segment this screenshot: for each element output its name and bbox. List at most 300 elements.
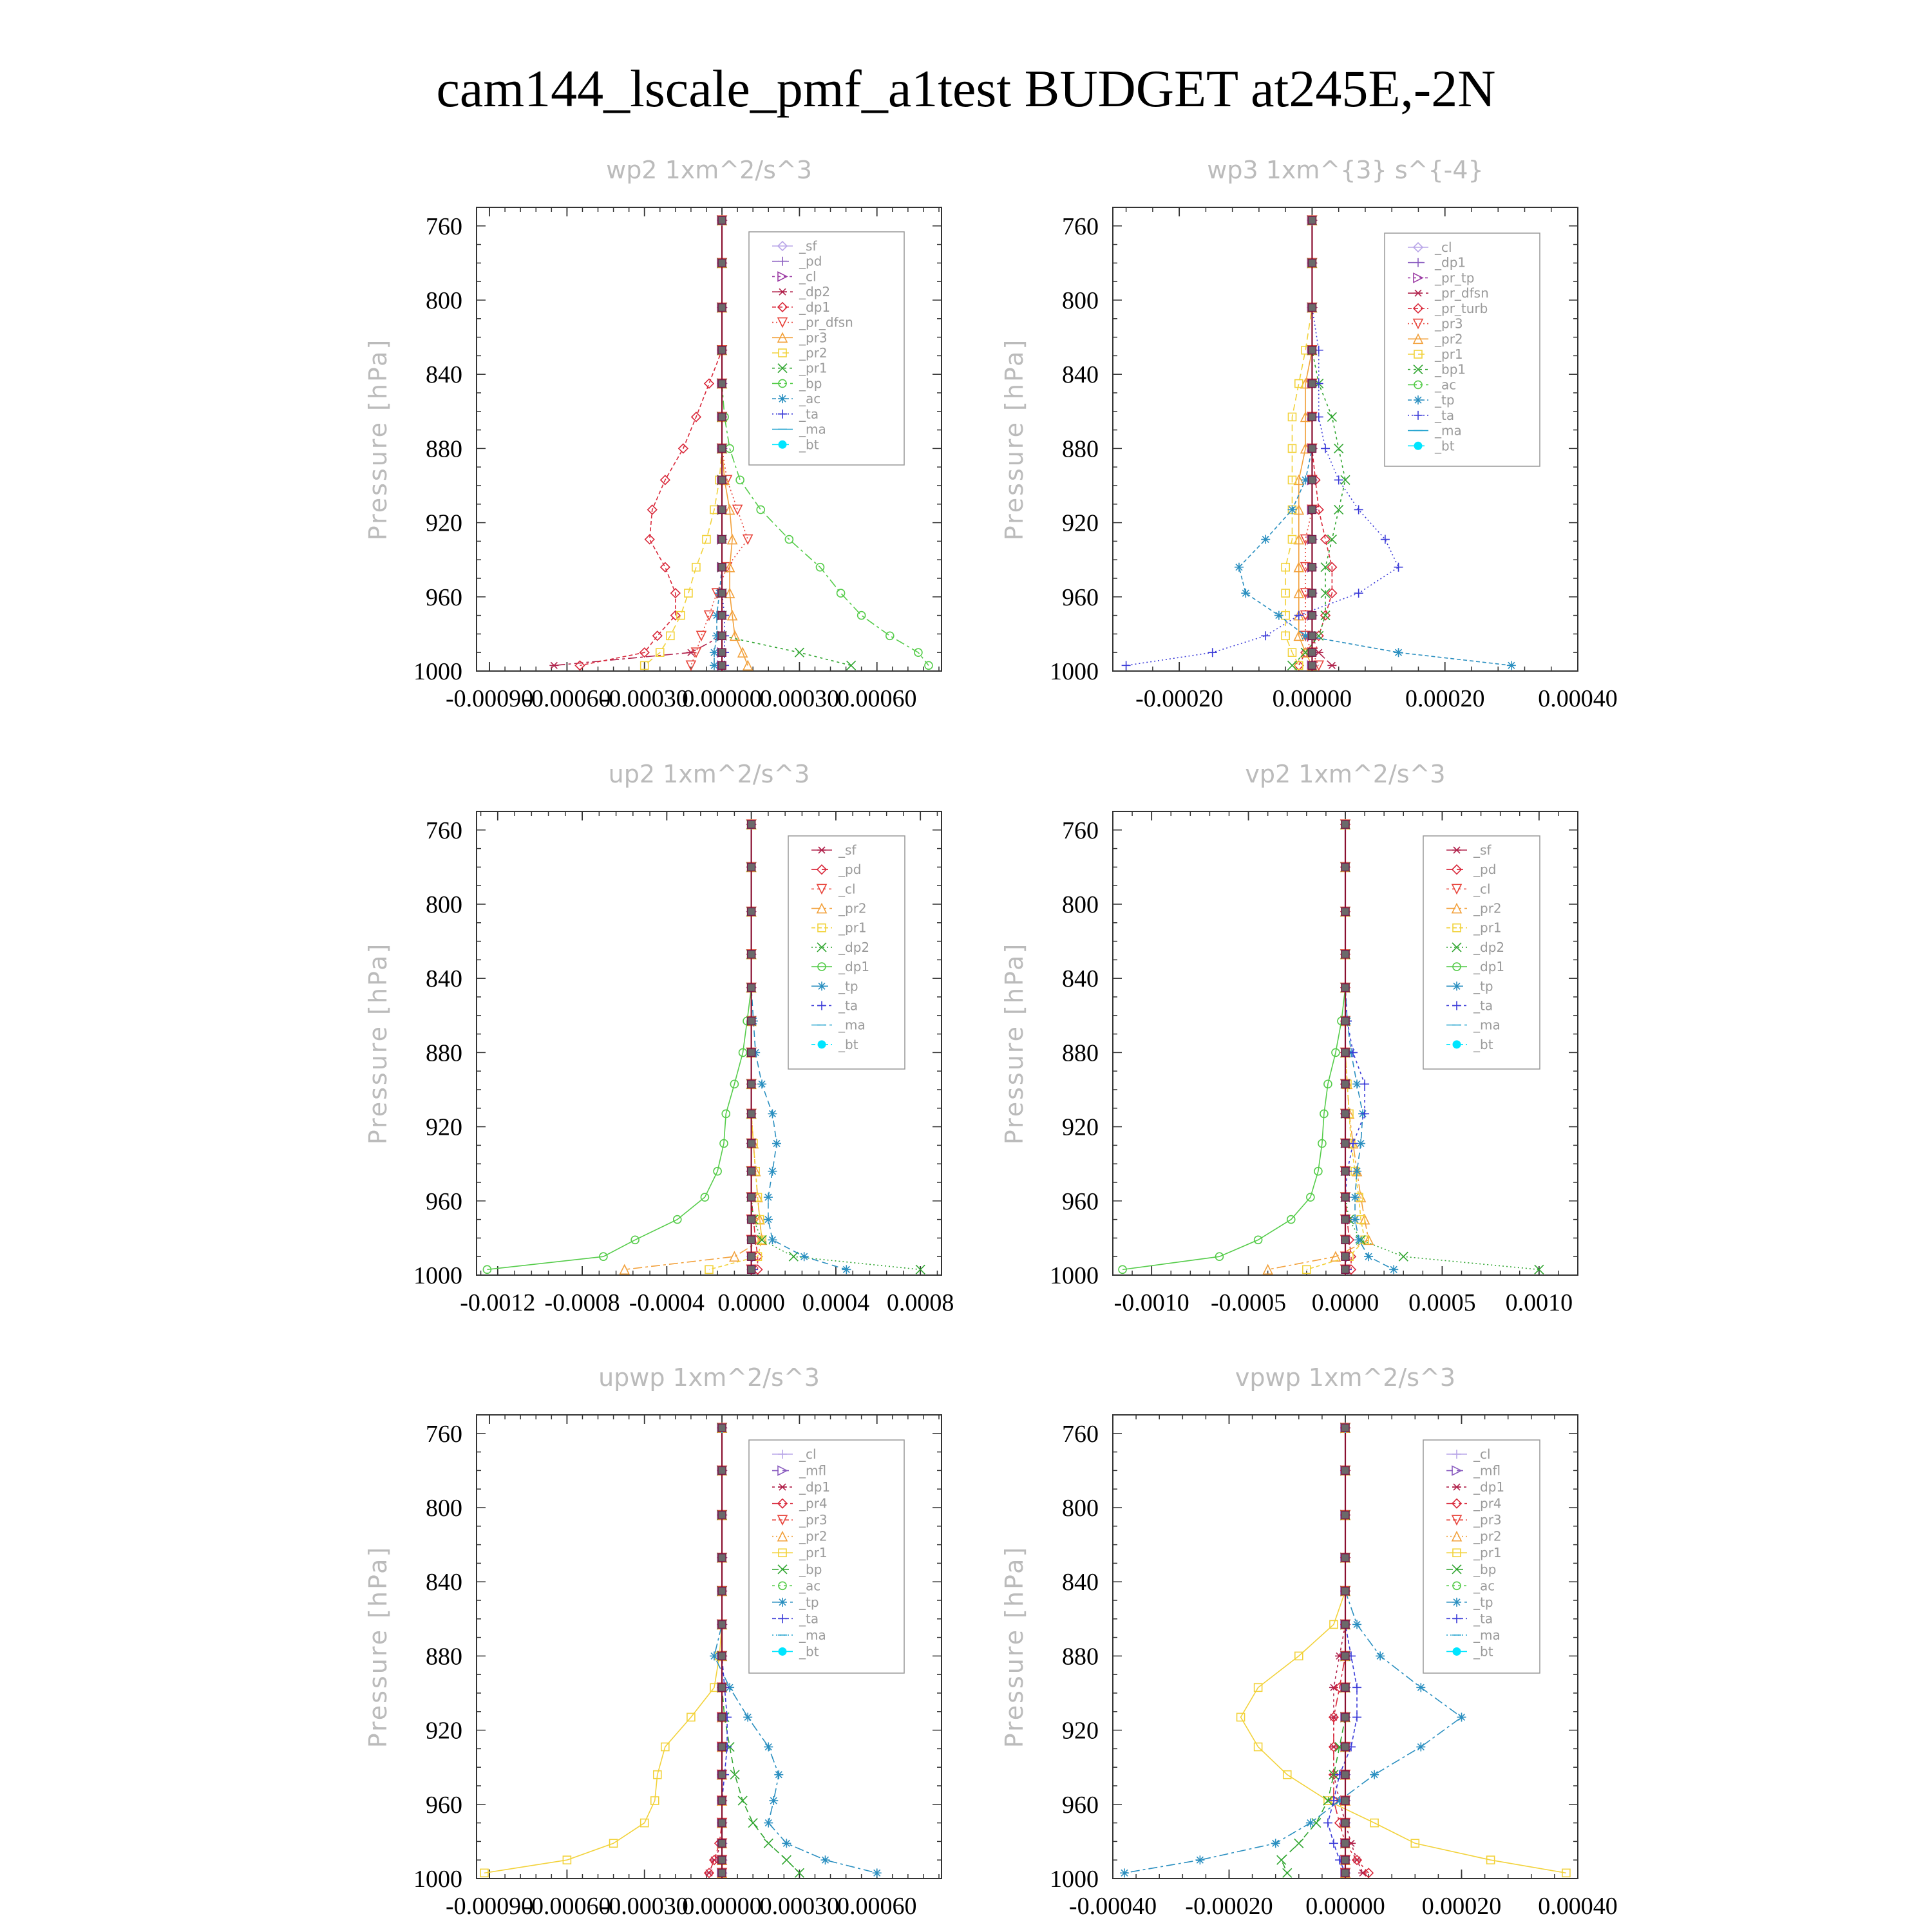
- stacked-point: [748, 1193, 755, 1201]
- stacked-point: [748, 1140, 755, 1148]
- y-tick-label: 760: [1062, 213, 1099, 240]
- legend-label: _ac: [1473, 1578, 1495, 1594]
- data-point: [1334, 444, 1343, 453]
- legend-label: _dp1: [1473, 1479, 1505, 1495]
- panel-title: wp2 1xm^2/s^3: [606, 156, 812, 184]
- data-point: [1120, 1868, 1129, 1877]
- data-point: [1321, 563, 1330, 572]
- legend-label: _dp2: [799, 284, 831, 300]
- data-point: [748, 1819, 757, 1828]
- data-point: [1354, 505, 1363, 514]
- legend-label: _pr3: [799, 1512, 828, 1528]
- stacked-point: [718, 1839, 726, 1847]
- legend-label: _dp1: [799, 1479, 831, 1495]
- series-line: [1122, 824, 1345, 1269]
- series-line: [1268, 824, 1368, 1269]
- series-dp1: [483, 820, 755, 1273]
- legend-label: _ta: [1435, 407, 1455, 423]
- legend-label: _pd: [838, 862, 862, 878]
- data-point: [743, 1712, 752, 1721]
- legend-label: _ac: [799, 391, 821, 407]
- stacked-point: [718, 216, 726, 224]
- x-tick-label: 0.00000: [682, 685, 762, 712]
- x-tick-label: 0.0008: [886, 1289, 954, 1316]
- data-point: [764, 1215, 773, 1224]
- y-tick-label: 960: [426, 1791, 462, 1819]
- series-pr1: [705, 820, 766, 1273]
- y-tick-label: 960: [426, 1188, 462, 1215]
- data-point: [768, 1167, 777, 1176]
- legend-marker: [778, 1598, 787, 1607]
- stacked-point: [1308, 259, 1316, 267]
- series-bp1: [1287, 216, 1350, 670]
- data-point: [1327, 662, 1336, 668]
- legend-marker: [1453, 1041, 1461, 1048]
- data-point: [774, 1770, 783, 1779]
- x-tick-label: 0.00040: [1538, 685, 1618, 712]
- data-point: [795, 648, 804, 657]
- data-point: [1261, 631, 1270, 640]
- data-point: [837, 589, 845, 597]
- legend-label: _ta: [1473, 1611, 1493, 1627]
- y-tick-label: 920: [1062, 1113, 1099, 1141]
- legend-label: _ma: [1473, 1017, 1501, 1033]
- legend-label: _pr_dfsn: [799, 314, 853, 330]
- stacked-point: [1341, 1839, 1349, 1847]
- legend-label: _pr1: [1473, 920, 1502, 936]
- legend-marker: [779, 1647, 786, 1655]
- stacked-point: [718, 1683, 726, 1691]
- figure-title: cam144_lscale_pmf_a1test BUDGET at245E,-2N: [436, 59, 1496, 118]
- legend-marker: [817, 981, 826, 990]
- legend-label: _pd: [799, 253, 822, 269]
- series-line: [1328, 1428, 1357, 1873]
- stacked-point: [1341, 1856, 1349, 1864]
- y-tick-label: 1000: [413, 1866, 462, 1893]
- y-axis-label: Pressure [hPa]: [1000, 1545, 1028, 1748]
- legend-label: _pr2: [1473, 1528, 1502, 1544]
- stacked-point: [748, 1048, 755, 1056]
- data-point: [1354, 589, 1363, 598]
- x-tick-label: -0.0004: [629, 1289, 705, 1316]
- legend-label: _ac: [799, 1578, 821, 1594]
- x-tick-label: 0.00060: [837, 685, 917, 712]
- data-point: [769, 1796, 778, 1805]
- y-tick-label: 1000: [1050, 1866, 1099, 1893]
- y-tick-label: 800: [426, 891, 462, 918]
- data-point: [710, 661, 719, 670]
- legend: [1423, 836, 1540, 1069]
- x-tick-label: 0.0000: [717, 1289, 785, 1316]
- series-line: [645, 220, 722, 665]
- stacked-point: [1341, 820, 1349, 828]
- data-point: [782, 1839, 791, 1848]
- stacked-point: [1308, 413, 1316, 421]
- data-point: [873, 1868, 882, 1877]
- data-point: [1271, 1839, 1280, 1848]
- legend-label: _dp2: [838, 939, 870, 955]
- series-ta: [1122, 216, 1403, 670]
- data-point: [736, 476, 744, 484]
- legend-marker: [778, 394, 787, 403]
- stacked-point: [1341, 1193, 1349, 1201]
- panel-2: [1000, 156, 1618, 712]
- stacked-point: [718, 536, 726, 544]
- data-point: [1376, 1651, 1385, 1660]
- panel-5: [364, 1363, 942, 1920]
- legend-label: _pr4: [799, 1495, 828, 1511]
- legend-label: _tp: [799, 1594, 819, 1610]
- stacked-point: [1308, 476, 1316, 484]
- stacked-point: [718, 1587, 726, 1595]
- stacked-point: [1308, 589, 1316, 597]
- x-tick-label: -0.00040: [1068, 1893, 1157, 1920]
- stacked-point: [1341, 1168, 1349, 1175]
- legend-marker: [779, 440, 786, 448]
- data-point: [743, 535, 752, 544]
- data-point: [1277, 1855, 1286, 1864]
- series-line: [1124, 1428, 1461, 1873]
- stacked-point: [1341, 1819, 1349, 1827]
- x-tick-label: -0.00030: [600, 1893, 688, 1920]
- data-point: [1235, 563, 1244, 572]
- data-point: [1323, 1819, 1332, 1828]
- stacked-point: [1341, 1424, 1349, 1432]
- data-point: [1334, 505, 1343, 514]
- data-point: [764, 1839, 773, 1848]
- data-point: [1329, 1839, 1338, 1848]
- y-tick-label: 880: [426, 435, 462, 463]
- data-point: [1321, 444, 1330, 453]
- stacked-point: [1308, 304, 1316, 312]
- legend-label: _sf: [1473, 842, 1492, 858]
- series-line: [1292, 220, 1345, 665]
- legend-label: _pr1: [1473, 1545, 1502, 1561]
- data-point: [710, 1651, 719, 1660]
- y-tick-label: 880: [426, 1039, 462, 1067]
- series-ta: [717, 216, 729, 670]
- legend-label: _pr2: [1473, 900, 1502, 916]
- y-tick-label: 920: [426, 1717, 462, 1745]
- data-point: [1352, 1079, 1361, 1088]
- series-pr2: [1264, 820, 1373, 1274]
- x-tick-label: -0.00020: [1135, 685, 1224, 712]
- stacked-point: [718, 612, 726, 620]
- series-line: [1334, 1428, 1363, 1873]
- panel-4: [1000, 760, 1578, 1316]
- legend-label: _pr3: [1435, 316, 1463, 332]
- data-point: [1416, 1743, 1425, 1752]
- y-tick-label: 880: [426, 1643, 462, 1671]
- data-point: [1352, 1167, 1361, 1176]
- stacked-point: [1341, 1140, 1349, 1148]
- legend-label: _pr_tp: [1435, 270, 1475, 286]
- stacked-point: [748, 1080, 755, 1088]
- data-point: [1327, 412, 1336, 421]
- data-point: [1381, 535, 1390, 544]
- y-axis-label: Pressure [hPa]: [364, 1545, 392, 1748]
- y-tick-label: 960: [426, 583, 462, 611]
- legend-label: _pr2: [838, 900, 867, 916]
- data-point: [757, 1079, 766, 1088]
- stacked-point: [718, 1743, 726, 1751]
- data-point: [1195, 1855, 1204, 1864]
- data-point: [757, 506, 764, 513]
- x-tick-label: -0.0005: [1211, 1289, 1287, 1316]
- stacked-point: [1341, 1048, 1349, 1056]
- stacked-point: [1308, 216, 1316, 224]
- stacked-point: [1341, 1253, 1349, 1260]
- data-point: [768, 1109, 777, 1118]
- y-tick-label: 840: [1062, 965, 1099, 993]
- y-tick-label: 760: [426, 817, 462, 844]
- legend-label: _pr1: [799, 360, 828, 376]
- stacked-point: [1341, 1236, 1349, 1244]
- series-line: [722, 220, 748, 665]
- data-point: [697, 631, 706, 640]
- data-point: [738, 1796, 747, 1805]
- legend-label: _sf: [799, 238, 817, 254]
- legend-label: _bt: [838, 1036, 858, 1052]
- data-point: [1321, 611, 1330, 620]
- stacked-point: [1308, 506, 1316, 513]
- legend-label: _ma: [799, 1627, 826, 1643]
- data-point: [692, 564, 700, 571]
- data-point: [764, 1193, 773, 1202]
- series-pr_dfsn: [687, 216, 752, 670]
- data-point: [730, 1770, 739, 1779]
- stacked-point: [1341, 1511, 1349, 1519]
- legend-label: _tp: [1473, 978, 1493, 994]
- legend-label: _cl: [1473, 1446, 1491, 1462]
- y-tick-label: 960: [1062, 1791, 1099, 1819]
- data-point: [1352, 1683, 1361, 1692]
- y-tick-label: 800: [1062, 287, 1099, 314]
- series-line: [625, 824, 762, 1269]
- data-point: [710, 648, 719, 657]
- x-tick-label: -0.0012: [460, 1289, 536, 1316]
- panel-title: up2 1xm^2/s^3: [608, 760, 810, 788]
- x-tick-label: 0.00020: [1405, 685, 1485, 712]
- series-line: [1299, 220, 1332, 665]
- series-dp1: [575, 216, 726, 670]
- legend-label: _pr1: [838, 920, 867, 936]
- y-tick-label: 800: [426, 287, 462, 314]
- series-tp: [1120, 1423, 1466, 1877]
- data-point: [764, 1819, 773, 1828]
- legend-label: _bp: [799, 1561, 822, 1577]
- legend-label: _pr1: [799, 1545, 828, 1561]
- y-tick-label: 760: [426, 213, 462, 240]
- data-point: [1287, 505, 1296, 514]
- series-pr3: [717, 216, 752, 670]
- data-point: [1360, 1079, 1369, 1088]
- stacked-point: [748, 1236, 755, 1244]
- data-point: [1364, 1252, 1373, 1261]
- x-tick-label: 0.0010: [1505, 1289, 1573, 1316]
- data-point: [1394, 563, 1403, 572]
- x-tick-label: 0.00040: [1538, 1893, 1618, 1920]
- stacked-point: [1341, 1713, 1349, 1721]
- stacked-point: [1341, 1080, 1349, 1088]
- series-pr4: [1329, 1423, 1373, 1877]
- stacked-point: [1341, 1017, 1349, 1025]
- data-point: [782, 1855, 791, 1864]
- stacked-point: [748, 1168, 755, 1175]
- data-point: [1350, 1193, 1359, 1202]
- stacked-point: [1341, 1216, 1349, 1224]
- stacked-point: [1308, 380, 1316, 388]
- data-point: [1294, 1839, 1303, 1848]
- legend-marker: [1452, 1598, 1461, 1607]
- x-tick-label: 0.00000: [1305, 1893, 1385, 1920]
- y-tick-label: 800: [1062, 891, 1099, 918]
- y-tick-label: 880: [1062, 1039, 1099, 1067]
- x-tick-label: 0.00060: [837, 1893, 917, 1920]
- x-tick-label: 0.00020: [1421, 1893, 1502, 1920]
- x-tick-label: 0.00000: [1272, 685, 1352, 712]
- legend-label: _tp: [1473, 1594, 1493, 1610]
- series-pd: [1341, 820, 1356, 1274]
- legend-label: _bt: [799, 1643, 819, 1660]
- stacked-point: [748, 1017, 755, 1025]
- data-point: [1370, 1770, 1379, 1779]
- legend-marker: [1452, 981, 1461, 990]
- series-line: [554, 220, 722, 665]
- panel-title: vp2 1xm^2/s^3: [1245, 760, 1446, 788]
- legend-marker: [1414, 442, 1422, 450]
- legend-label: _pr2: [1435, 331, 1463, 347]
- series-line: [1312, 220, 1332, 665]
- series-line: [709, 824, 762, 1269]
- series-bp: [1277, 1423, 1350, 1877]
- legend-label: _ta: [799, 406, 819, 422]
- panel-6: [1000, 1363, 1618, 1920]
- y-tick-label: 1000: [1050, 1262, 1099, 1289]
- stacked-point: [718, 1620, 726, 1628]
- stacked-point: [718, 413, 726, 421]
- stacked-point: [1341, 1652, 1349, 1660]
- series-line: [580, 220, 722, 665]
- legend-label: _pr_dfsn: [1435, 285, 1489, 301]
- data-point: [549, 662, 558, 668]
- data-point: [768, 1235, 777, 1244]
- x-tick-label: 0.00030: [759, 1893, 840, 1920]
- legend-label: _ma: [799, 421, 826, 437]
- legend-label: _sf: [838, 842, 857, 858]
- data-point: [772, 1139, 781, 1148]
- data-point: [1349, 1048, 1358, 1057]
- series-line: [487, 824, 751, 1269]
- series-line: [752, 824, 758, 1269]
- stacked-point: [748, 951, 755, 958]
- y-tick-label: 840: [1062, 361, 1099, 389]
- y-tick-label: 920: [426, 1113, 462, 1141]
- data-point: [661, 563, 670, 572]
- legend-label: _pr2: [799, 1528, 828, 1544]
- stacked-point: [718, 259, 726, 267]
- data-point: [821, 1855, 830, 1864]
- legend-label: _ma: [838, 1017, 866, 1033]
- data-point: [1241, 589, 1250, 598]
- legend-label: _ma: [1473, 1627, 1501, 1643]
- data-point: [1389, 1265, 1398, 1274]
- legend-label: _dp1: [1435, 254, 1466, 270]
- data-point: [1457, 1712, 1466, 1721]
- x-tick-label: -0.00060: [523, 685, 611, 712]
- legend-label: _pr2: [799, 345, 828, 361]
- y-tick-label: 920: [1062, 1717, 1099, 1745]
- legend-label: _bp: [1473, 1561, 1497, 1577]
- stacked-point: [1341, 908, 1349, 916]
- x-tick-label: -0.0010: [1113, 1289, 1189, 1316]
- series-line: [691, 220, 748, 665]
- series-tp: [1341, 820, 1398, 1274]
- legend-label: _cl: [1435, 240, 1452, 255]
- legend-label: _cl: [838, 881, 856, 897]
- stacked-point: [718, 346, 726, 354]
- x-tick-label: 0.0005: [1408, 1289, 1476, 1316]
- x-tick-label: -0.00020: [1185, 1893, 1273, 1920]
- data-point: [705, 379, 714, 388]
- series-dp2: [549, 217, 726, 668]
- series-line: [1126, 220, 1399, 665]
- legend-label: _ma: [1435, 422, 1462, 439]
- data-point: [1352, 1620, 1361, 1629]
- y-tick-label: 960: [1062, 583, 1099, 611]
- legend-label: _bp: [799, 375, 822, 392]
- legend-label: _bp1: [1435, 361, 1466, 377]
- series-dp1: [1329, 1425, 1367, 1876]
- x-tick-label: -0.00030: [600, 685, 688, 712]
- stacked-point: [748, 1265, 755, 1273]
- legend-label: _pr1: [1435, 346, 1463, 362]
- y-tick-label: 800: [426, 1495, 462, 1522]
- y-tick-label: 840: [426, 965, 462, 993]
- stacked-point: [718, 1713, 726, 1721]
- stacked-point: [718, 444, 726, 452]
- stacked-point: [1341, 1771, 1349, 1779]
- stacked-point: [1341, 984, 1349, 992]
- panel-3: [364, 760, 954, 1316]
- panel-title: vpwp 1xm^2/s^3: [1235, 1363, 1456, 1392]
- series-dp1: [1119, 820, 1349, 1273]
- data-point: [764, 1743, 773, 1752]
- data-point: [705, 611, 714, 620]
- y-axis-label: Pressure [hPa]: [1000, 337, 1028, 541]
- series-pr2: [620, 820, 766, 1274]
- legend-label: _mfl: [1473, 1463, 1501, 1479]
- panel-title: wp3 1xm^{3} s^{-4}: [1207, 156, 1484, 184]
- legend-label: _pr4: [1473, 1495, 1502, 1511]
- legend-label: _dp1: [799, 299, 831, 315]
- stacked-point: [718, 564, 726, 571]
- y-tick-label: 840: [1062, 1569, 1099, 1596]
- stacked-point: [1341, 1869, 1349, 1877]
- legend-label: _cl: [799, 269, 817, 285]
- stacked-point: [1308, 564, 1316, 571]
- y-tick-label: 800: [1062, 1495, 1099, 1522]
- data-point: [847, 661, 856, 670]
- stacked-point: [1341, 1797, 1349, 1804]
- y-tick-label: 1000: [413, 658, 462, 685]
- legend-label: _pd: [1473, 862, 1497, 878]
- data-point: [1306, 1819, 1315, 1828]
- legend: [1385, 233, 1540, 466]
- legend-label: _cl: [1473, 881, 1491, 897]
- legend-label: _tp: [1435, 392, 1455, 408]
- stacked-point: [1308, 632, 1316, 639]
